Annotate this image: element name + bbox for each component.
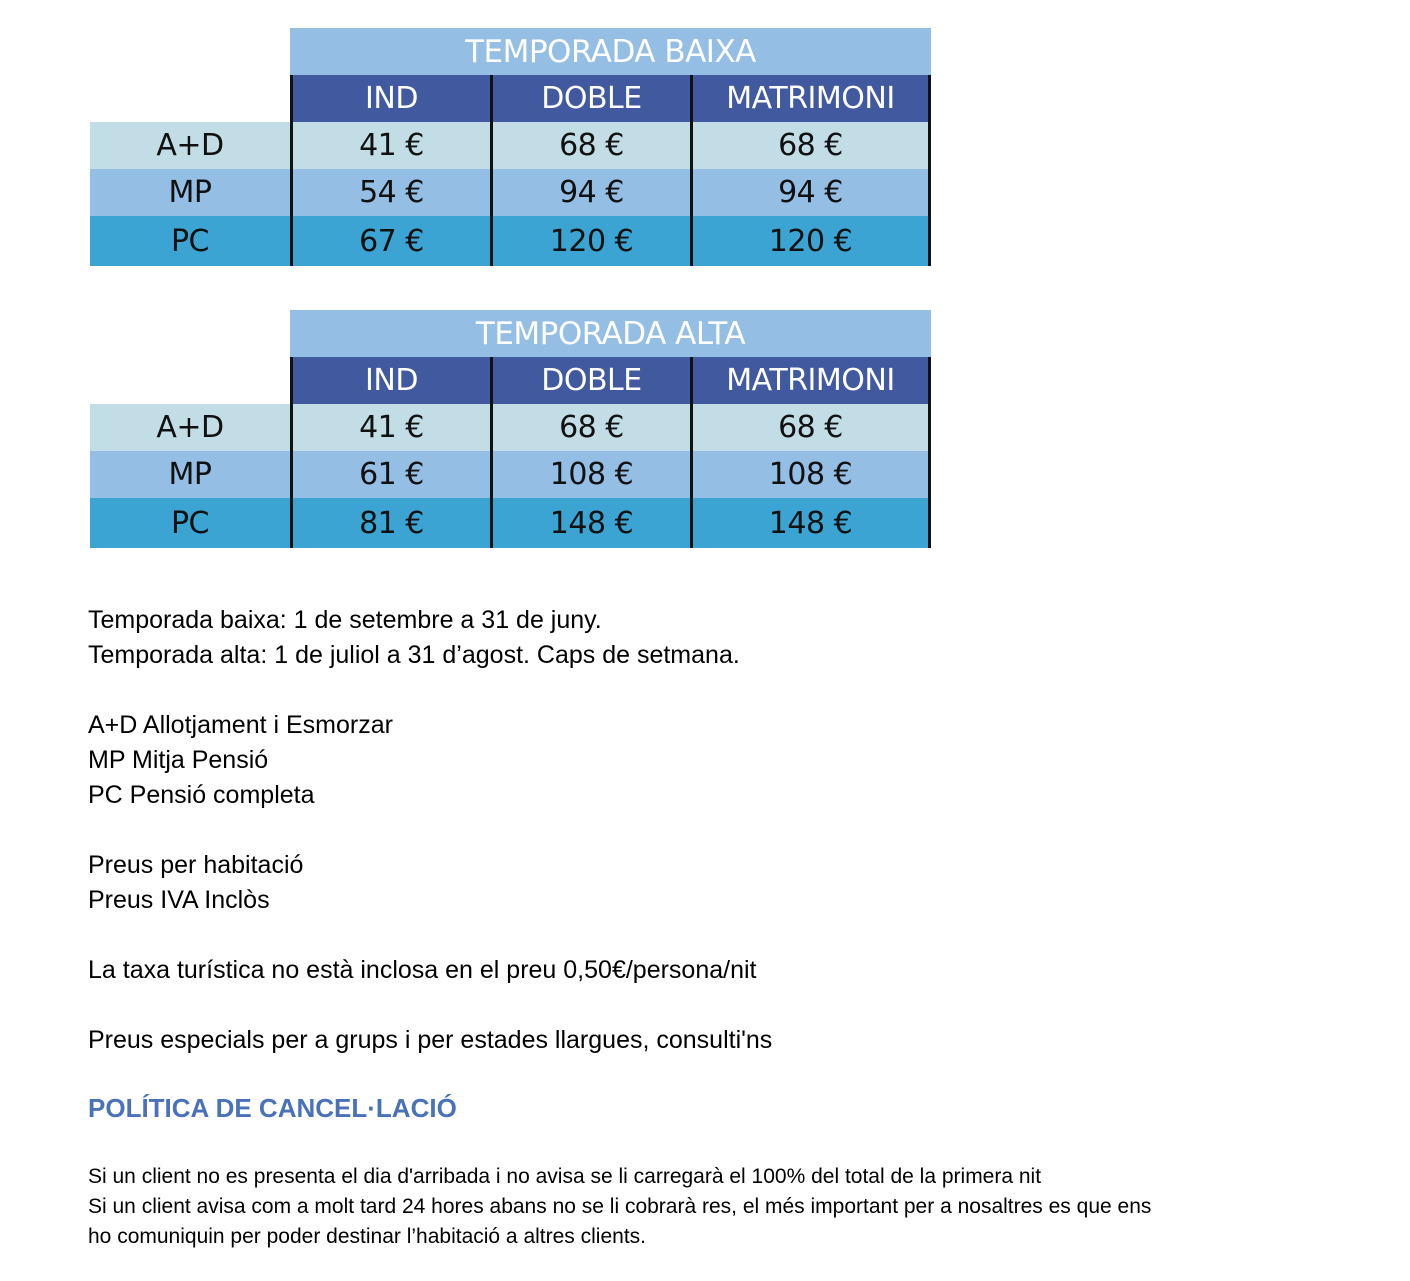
row-label: PC	[170, 505, 210, 541]
season-header-row	[90, 310, 931, 357]
season-dates	[88, 603, 740, 673]
price-cell: 94 €	[490, 169, 690, 216]
policy-line: ho comuniquin per poder destinar l’habitació a altres clients.	[88, 1225, 646, 1248]
price-cell: 120 €	[490, 216, 690, 266]
row-label: MP	[168, 175, 212, 210]
price-cell: 68 €	[690, 404, 931, 451]
season-dates-high: Temporada alta: 1 de juliol a 31 d’agost. Caps de setmana.	[88, 641, 740, 669]
policy-title: POLÍTICA DE CANCEL·LACIÓ	[88, 1093, 457, 1123]
price-cell: 41 €	[290, 122, 490, 169]
price-cell: 54 €	[290, 169, 490, 216]
season-title: TEMPORADA ALTA	[290, 310, 931, 357]
table-row	[90, 404, 931, 451]
column-header-matrimoni: MATRIMONI	[690, 357, 931, 404]
column-header-doble: DOBLE	[490, 75, 690, 122]
column-header-row	[90, 357, 931, 404]
table-row	[90, 498, 931, 548]
column-header-ind: IND	[290, 357, 490, 404]
price-cell: 68 €	[490, 404, 690, 451]
season-header-row	[90, 28, 931, 75]
price-cell: 68 €	[490, 122, 690, 169]
price-cell: 41 €	[290, 404, 490, 451]
column-header-ind: IND	[290, 75, 490, 122]
row-label: MP	[168, 457, 212, 492]
row-label: PC	[170, 223, 210, 259]
price-cell: 81 €	[290, 498, 490, 548]
row-label: A+D	[156, 410, 224, 445]
table-row	[90, 169, 931, 216]
season-title: TEMPORADA BAIXA	[290, 28, 931, 75]
special-prices-note: Preus especials per a grups i per estades llargues, consulti'ns	[88, 1026, 773, 1054]
price-cell: 68 €	[690, 122, 931, 169]
price-cell: 108 €	[690, 451, 931, 498]
board-legend	[88, 708, 393, 813]
policy-text	[88, 1162, 1388, 1252]
pricing-note: Preus per habitació	[88, 851, 304, 879]
price-cell: 94 €	[690, 169, 931, 216]
column-header-row	[90, 75, 931, 122]
pricing-notes	[88, 848, 303, 918]
tourist-tax-note: La taxa turística no està inclosa en el preu 0,50€/persona/nit	[88, 956, 757, 984]
price-cell: 120 €	[690, 216, 931, 266]
policy-line: Si un client no es presenta el dia d'arribada i no avisa se li carregarà el 100% del total de la primera nit	[88, 1165, 1042, 1188]
row-label: A+D	[156, 128, 224, 163]
legend-item: MP Mitja Pensió	[88, 746, 269, 774]
pricing-note: Preus IVA Inclòs	[88, 886, 270, 914]
legend-item: A+D Allotjament i Esmorzar	[88, 711, 393, 739]
table-row	[90, 216, 931, 266]
column-header-matrimoni: MATRIMONI	[690, 75, 931, 122]
policy-line: Si un client avisa com a molt tard 24 hores abans no se li cobrarà res, el més important per a nosaltres es que ens	[88, 1195, 1152, 1218]
price-cell: 61 €	[290, 451, 490, 498]
table-row	[90, 122, 931, 169]
legend-item: PC Pensió completa	[88, 781, 315, 809]
price-cell: 148 €	[690, 498, 931, 548]
table-row	[90, 451, 931, 498]
price-cell: 108 €	[490, 451, 690, 498]
season-dates-low: Temporada baixa: 1 de setembre a 31 de juny.	[88, 606, 602, 634]
price-cell: 67 €	[290, 216, 490, 266]
column-header-doble: DOBLE	[490, 357, 690, 404]
price-cell: 148 €	[490, 498, 690, 548]
